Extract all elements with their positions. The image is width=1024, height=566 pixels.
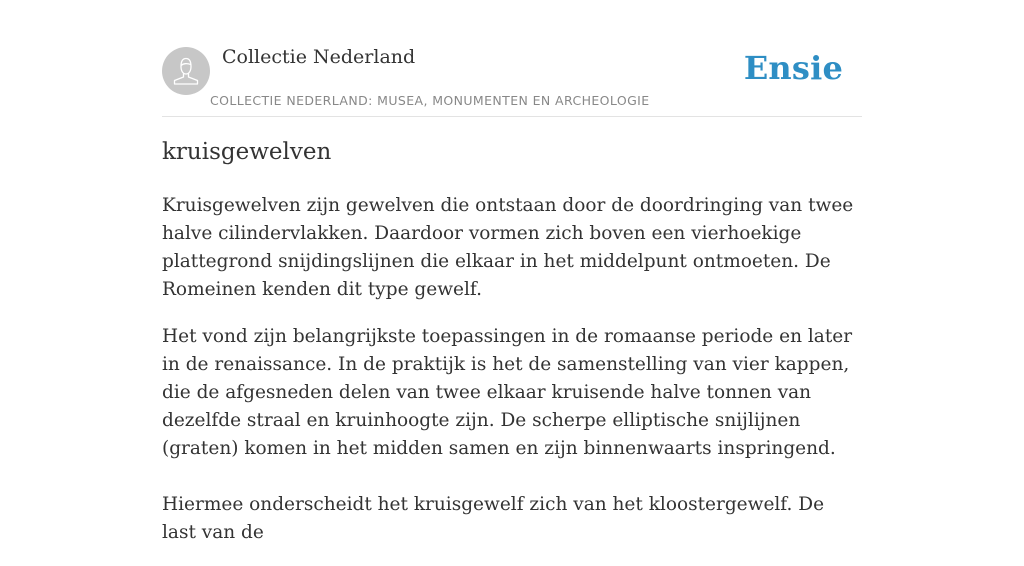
article-body (162, 192, 862, 566)
paragraph: Kruisgewelven zijn gewelven die ontstaan door de doordringing van twee halve cilindervlakken. Daardoor vormen zich boven een vierhoekige plattegrond snijdingslijnen die elkaar in het middelpunt ontmoeten. De Romeinen kenden dit type gewelf. (162, 195, 854, 300)
avatar[interactable] (162, 47, 210, 95)
author-name-link[interactable]: Collectie Nederland (222, 46, 416, 68)
article-header (162, 0, 862, 117)
source-link[interactable]: COLLECTIE NEDERLAND: MUSEA, MONUMENTEN EN ARCHEOLOGIE (210, 93, 650, 108)
article-title: kruisgewelven (162, 139, 332, 165)
paragraph: Hiermee onderscheidt het kruisgewelf zich van het kloostergewelf. De last van de (162, 494, 825, 543)
user-silhouette-icon (162, 47, 210, 95)
paragraph: Het vond zijn belangrijkste toepassingen in de romaanse periode en later in de renaissance. In de praktijk is het de samenstelling van vier kappen, die de afgesneden delen van twee elkaar kruisende halve tonnen van dezelfde straal en kruinhoogte zijn. De scherpe elliptische snijlijnen (graten) komen in het midden samen en zijn binnenwaarts inspringend. (162, 326, 853, 459)
article-container (162, 0, 862, 543)
ensie-logo[interactable]: Ensie (743, 49, 843, 87)
